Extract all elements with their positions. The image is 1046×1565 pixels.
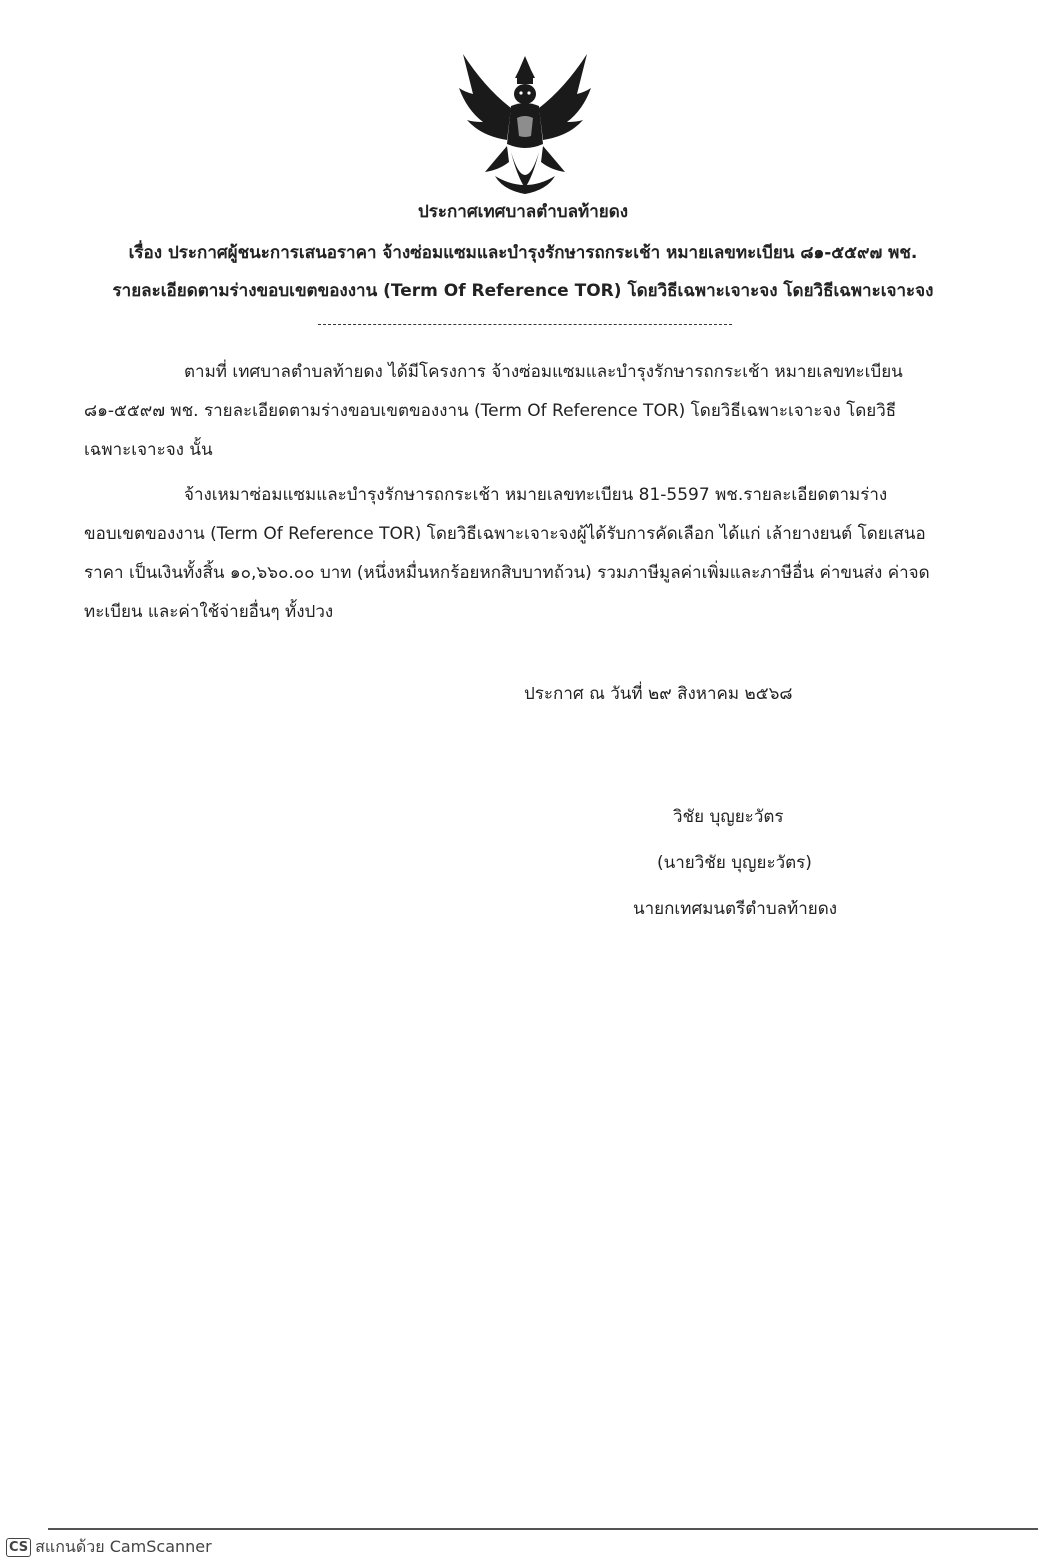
page-bottom-border bbox=[48, 1528, 1038, 1530]
separator-line bbox=[318, 324, 732, 325]
signature-position: นายกเทศมนตรีตำบลท้ายดง bbox=[633, 899, 838, 919]
signature-full-name: (นายวิชัย บุญยะวัตร) bbox=[657, 853, 812, 873]
paragraph-2-text: จ้างเหมาซ่อมแซมและบำรุงรักษารถกระเช้า หมายเลขทะเบียน 81-5597 พช.รายละเอียดตามร่าง ขอบเขตของงาน (Term Of Reference TOR) โดยวิธีเฉพาะเจาะจงผู้ได้รับการคัดเลือก ได้แก่ เล้ายางยนต์ โดยเสนอ ราคา เป็นเงินทั้งสิ้น ๑๐,๖๖๐.๐๐ บาท (หนึ่งหมื่นหกร้อยหกสิบบาทถ้วน) รวมภาษีมูลค่าเพิ่มและภาษีอื่น ค่าขนส่ง ค่าจดทะเบียน และค่าใช้จ่ายอื่นๆ ทั้งปวง bbox=[84, 485, 930, 622]
camscanner-logo-icon: CS bbox=[6, 1538, 31, 1557]
paragraph-1-text: ตามที่ เทศบาลตำบลท้ายดง ได้มีโครงการ จ้างซ่อมแซมและบำรุงรักษารถกระเช้า หมายเลขทะเบียน ๘๑-๕๕๙๗ พช. รายละเอียดตามร่างขอบเขตของงาน (Term Of Reference TOR) โดยวิธีเฉพาะเจาะจง โดยวิธี เฉพาะเจาะจง นั้น bbox=[84, 362, 903, 460]
garuda-emblem-icon bbox=[455, 48, 595, 198]
subject-line-1: เรื่อง ประกาศผู้ชนะการเสนอราคา จ้างซ่อมแซมและบำรุงรักษารถกระเช้า หมายเลขทะเบียน ๘๑-๕๕๙๗ พช. bbox=[128, 243, 918, 263]
subject-line-2: รายละเอียดตามร่างขอบเขตของงาน (Term Of Reference TOR) โดยวิธีเฉพาะเจาะจง โดยวิธีเฉพาะเจาะจง bbox=[112, 281, 934, 301]
announcement-title: ประกาศเทศบาลตำบลท้ายดง bbox=[417, 202, 629, 222]
camscanner-watermark bbox=[6, 1535, 212, 1560]
watermark-text: สแกนด้วย CamScanner bbox=[35, 1537, 212, 1556]
announce-date: ประกาศ ณ วันที่ ๒๙ สิงหาคม ๒๕๖๘ bbox=[524, 684, 793, 704]
paragraph-2 bbox=[84, 476, 944, 632]
paragraph-1 bbox=[84, 353, 944, 470]
signature-name: วิชัย บุญยะวัตร bbox=[673, 807, 784, 827]
